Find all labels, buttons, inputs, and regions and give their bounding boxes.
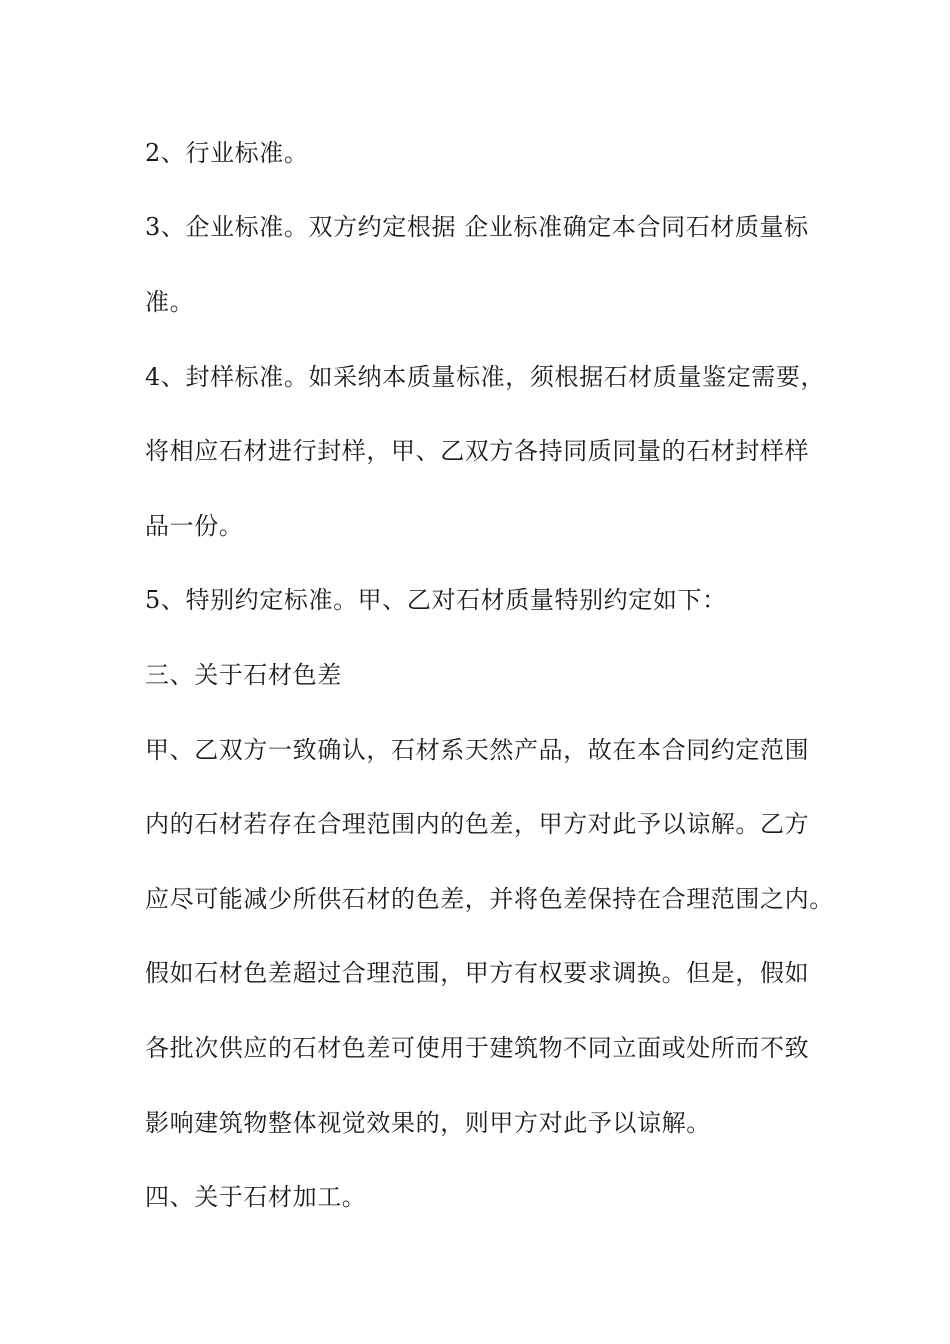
text-line-standard-4: 4、封样标准。如采纳本质量标准，须根据石材质量鉴定需要， [145,363,826,391]
text-line-standard-4-cont: 将相应石材进行封样，甲、乙双方各持同质同量的石材封样样 [145,437,810,465]
text-line-color-2: 内的石材若存在合理范围内的色差，甲方对此予以谅解。乙方 [145,810,810,838]
text-line-color-6: 影响建筑物整体视觉效果的，则甲方对此予以谅解。 [145,1109,711,1137]
text-line-standard-5: 5、特别约定标准。甲、乙对石材质量特别约定如下： [145,586,727,614]
text-line-standard-4-end: 品一份。 [145,512,244,540]
text-line-standard-3: 3、企业标准。双方约定根据 企业标准确定本合同石材质量标 [145,213,809,241]
text-line-color-5: 各批次供应的石材色差可使用于建筑物不同立面或处所而不致 [145,1034,810,1062]
text-line-color-1: 甲、乙双方一致确认，石材系天然产品，故在本合同约定范围 [145,736,810,764]
text-line-color-3: 应尽可能减少所供石材的色差，并将色差保持在合理范围之内。 [145,885,834,913]
section-heading-processing: 四、关于石材加工。 [145,1183,367,1211]
text-line-standard-2: 2、行业标准。 [145,139,309,167]
text-line-color-4: 假如石材色差超过合理范围，甲方有权要求调换。但是，假如 [145,959,810,987]
text-line-standard-3-cont: 准。 [145,288,195,316]
section-heading-color-difference: 三、关于石材色差 [145,661,342,689]
